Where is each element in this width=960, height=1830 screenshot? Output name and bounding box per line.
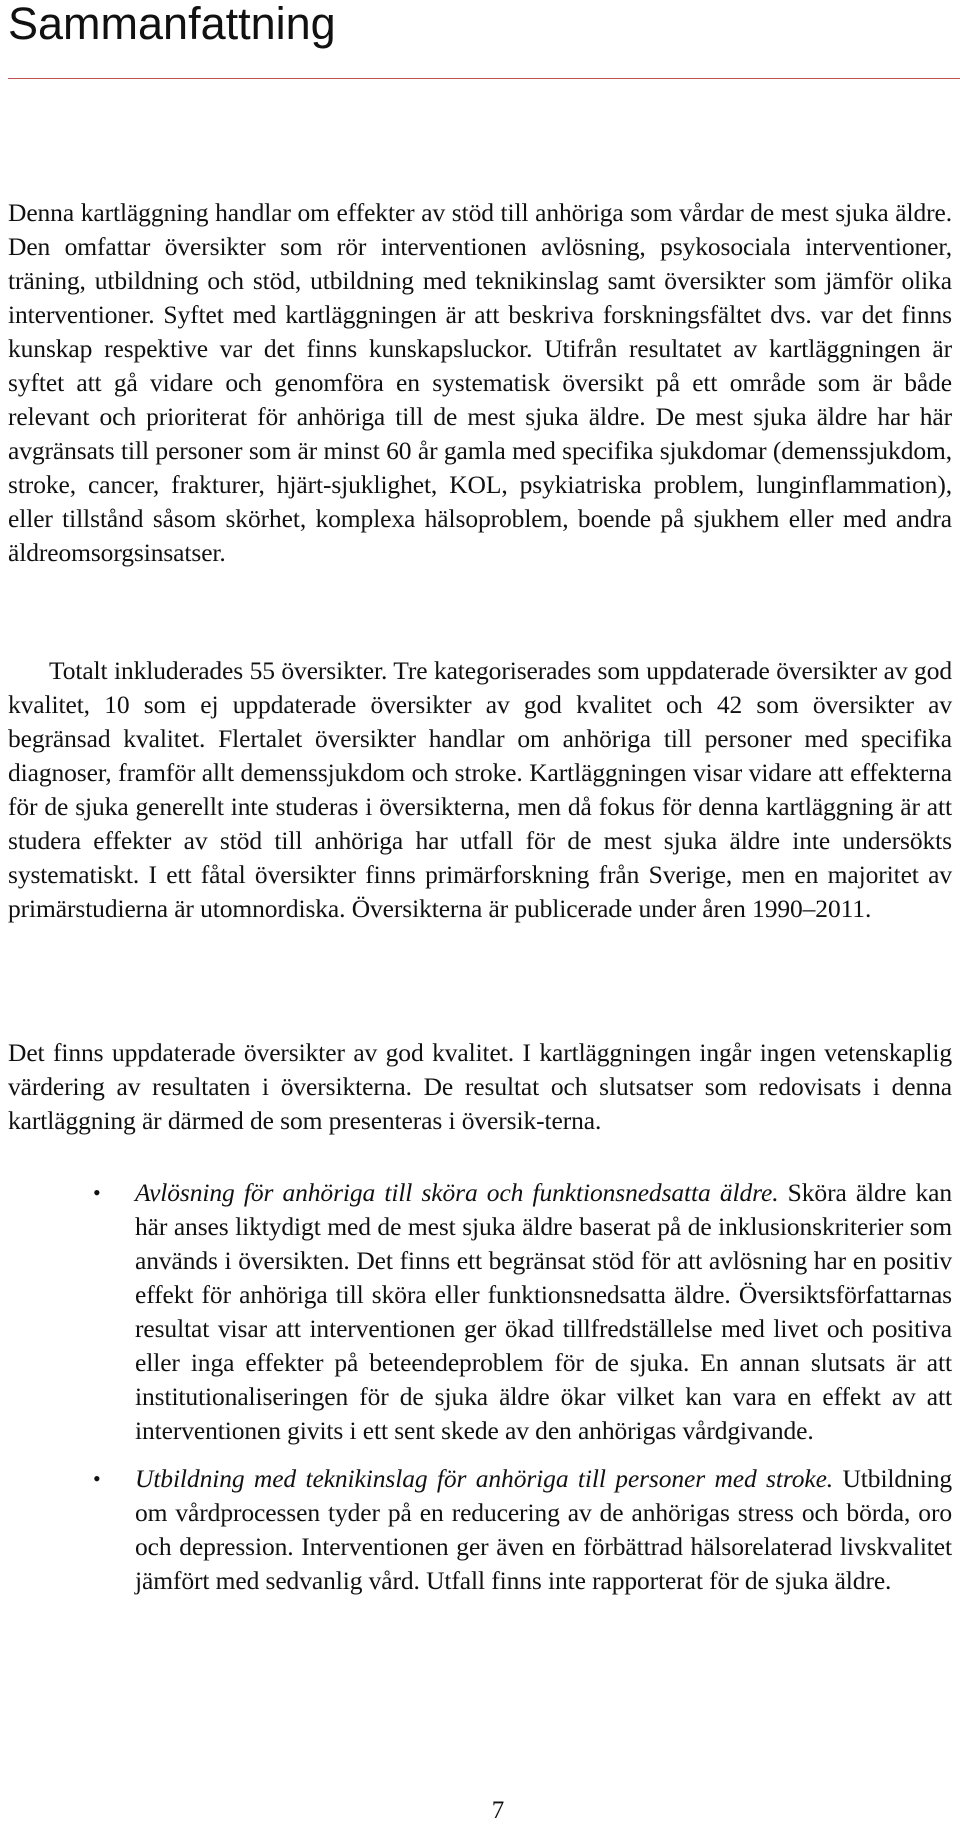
list-item-text: Sköra äldre kan här anses liktydigt med de mest sjuka äldre baserat på de inklusionskriterier som används i översikten. Det finns ett begränsat stöd för att avlösning har en positiv effekt för anhöriga till sköra eller funktionsnedsatta äldre. Översiktsförfattarnas resultat visar att interventionen ger ökad tillfredställelse med livet och positiva eller inga effekter på beteendeproblem för de sjuka. En annan slutsats är att institutionaliseringen för de sjuka äldre ökar vilket kan vara en effekt av att interventionen givits i ett sent skede av den anhörigas vårdgivande. — [135, 1178, 952, 1445]
list-item — [8, 1176, 952, 1448]
paragraph-results: Totalt inkluderades 55 översikter. Tre kategoriserades som uppdaterade översikter av god kvalitet, 10 som ej uppdaterade översikter av god kvalitet och 42 som översikter av begränsad kvalitet. Flertalet översikter handlar om anhöriga till personer med specifika diagnoser, framför allt demenssjukdom och stroke. Kartläggningen visar vidare att effekterna för de sjuka generellt inte studeras i översikterna, men då fokus för denna kartläggning är att studera effekter av stöd till anhöriga har utfall för de mest sjuka äldre inte undersökts systematiskt. I ett fåtal översikter finns primärforskning från Sverige, men en majoritet av primärstudierna är utomnordiska. Översikterna är publicerade under åren 1990–2011. — [8, 656, 952, 923]
bullet-icon: • — [93, 1180, 101, 1205]
paragraph-quality: Det finns uppdaterade översikter av god kvalitet. I kartläggningen ingår ingen vetenskaplig värdering av resultaten i översikterna. De resultat och slutsatser som redovisats i denna kartläggning är därmed de som presenteras i översik-terna. — [8, 1038, 952, 1135]
list-item-title: Utbildning med teknikinslag för anhöriga till personer med stroke. — [135, 1464, 834, 1493]
page-number: 7 — [491, 1797, 505, 1824]
heading-divider — [8, 78, 960, 79]
page-title: Sammanfattning — [8, 0, 336, 49]
list-item-title: Avlösning för anhöriga till sköra och funktionsnedsatta äldre. — [135, 1178, 779, 1207]
findings-list — [8, 1176, 952, 1598]
bullet-icon: • — [93, 1466, 101, 1491]
list-item-text: Utbildning om vårdprocessen tyder på en reducering av de anhörigas stress och börda, oro och depression. Interventionen ger även en förbättrad hälsorelaterad livskvalitet jämfört med sedvanlig vård. Utfall finns inte rapporterat för de sjuka äldre. — [135, 1464, 952, 1595]
paragraph-intro: Denna kartläggning handlar om effekter av stöd till anhöriga som vårdar de mest sjuka äldre. Den omfattar översikter som rör interventionen avlösning, psykosociala interventioner, träning, utbildning och stöd, utbildning med teknikinslag samt översikter som jämför olika interventioner. Syftet med kartläggningen är att beskriva forskningsfältet dvs. var det finns kunskap respektive var det finns kunskapsluckor. Utifrån resultatet av kartläggningen är syftet att gå vidare och genomföra en systematisk översikt på ett område som är både relevant och prioriterat för anhöriga till de mest sjuka äldre. De mest sjuka äldre har här avgränsats till personer som är minst 60 år gamla med specifika sjukdomar (demenssjukdom, stroke, cancer, frakturer, hjärt-sjuklighet, KOL, psykiatriska problem, lunginflammation), eller tillstånd såsom skörhet, komplexa hälsoproblem, boende på sjukhem eller med andra äldreomsorgsinsatser. — [8, 198, 952, 567]
list-item — [8, 1462, 952, 1598]
